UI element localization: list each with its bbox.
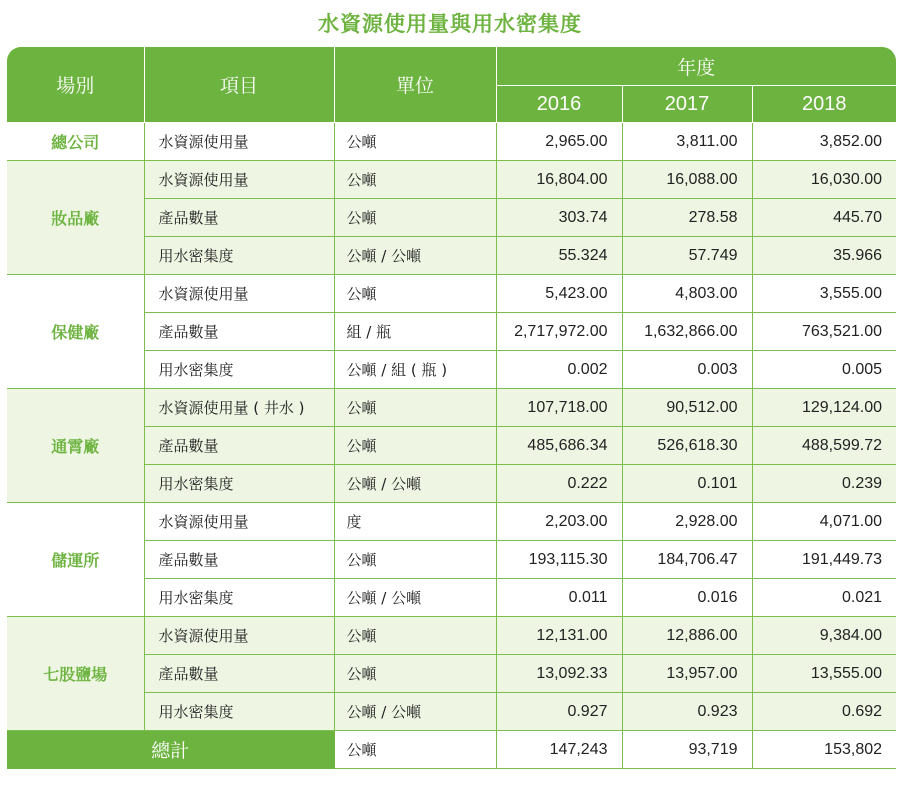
site-name: 妝品廠 — [7, 161, 144, 275]
value-2016: 12,131.00 — [496, 617, 622, 655]
unit-value: 公噸 — [334, 199, 496, 237]
item-name: 用水密集度 — [144, 579, 334, 617]
value-2017: 1,632,866.00 — [622, 313, 752, 351]
value-2018: 0.239 — [752, 465, 896, 503]
value-2016: 193,115.30 — [496, 541, 622, 579]
water-usage-table-container — [7, 46, 896, 769]
value-2016: 2,203.00 — [496, 503, 622, 541]
water-usage-table — [7, 46, 896, 769]
header-year-2016: 2016 — [496, 86, 622, 123]
item-name: 用水密集度 — [144, 465, 334, 503]
table-row — [7, 503, 896, 541]
value-2017: 16,088.00 — [622, 161, 752, 199]
unit-value: 公噸 — [334, 655, 496, 693]
table-row — [7, 275, 896, 313]
unit-value: 公噸 / 公噸 — [334, 579, 496, 617]
value-2018: 445.70 — [752, 199, 896, 237]
value-2017: 0.016 — [622, 579, 752, 617]
value-2017: 278.58 — [622, 199, 752, 237]
site-name: 保健廠 — [7, 275, 144, 389]
total-value-2018: 153,802 — [752, 731, 896, 769]
value-2016: 0.222 — [496, 465, 622, 503]
value-2017: 13,957.00 — [622, 655, 752, 693]
value-2016: 107,718.00 — [496, 389, 622, 427]
unit-value: 公噸 / 公噸 — [334, 465, 496, 503]
header-item: 項目 — [144, 47, 334, 123]
item-name: 水資源使用量 — [144, 617, 334, 655]
value-2016: 5,423.00 — [496, 275, 622, 313]
header-year-2017: 2017 — [622, 86, 752, 123]
table-row — [7, 123, 896, 161]
value-2018: 0.021 — [752, 579, 896, 617]
site-name: 七股鹽場 — [7, 617, 144, 731]
item-name: 產品數量 — [144, 199, 334, 237]
item-name: 產品數量 — [144, 427, 334, 465]
unit-value: 公噸 — [334, 389, 496, 427]
page-title: 水資源使用量與用水密集度 — [318, 12, 582, 36]
value-2017: 2,928.00 — [622, 503, 752, 541]
total-row — [7, 731, 896, 769]
value-2018: 16,030.00 — [752, 161, 896, 199]
unit-value: 組 / 瓶 — [334, 313, 496, 351]
unit-value: 公噸 — [334, 617, 496, 655]
item-name: 用水密集度 — [144, 693, 334, 731]
header-site: 場別 — [7, 47, 144, 123]
item-name: 水資源使用量 — [144, 275, 334, 313]
value-2016: 485,686.34 — [496, 427, 622, 465]
value-2016: 0.002 — [496, 351, 622, 389]
header-year-2018: 2018 — [752, 86, 896, 123]
table-row — [7, 161, 896, 199]
value-2016: 0.011 — [496, 579, 622, 617]
table-row — [7, 617, 896, 655]
value-2017: 3,811.00 — [622, 123, 752, 161]
unit-value: 公噸 / 公噸 — [334, 237, 496, 275]
site-name: 總公司 — [7, 123, 144, 161]
value-2018: 0.692 — [752, 693, 896, 731]
unit-value: 公噸 — [334, 541, 496, 579]
value-2018: 0.005 — [752, 351, 896, 389]
value-2016: 55.324 — [496, 237, 622, 275]
item-name: 用水密集度 — [144, 351, 334, 389]
value-2016: 13,092.33 — [496, 655, 622, 693]
table-row — [7, 389, 896, 427]
item-name: 水資源使用量 — [144, 161, 334, 199]
item-name: 產品數量 — [144, 655, 334, 693]
unit-value: 度 — [334, 503, 496, 541]
item-name: 用水密集度 — [144, 237, 334, 275]
item-name: 水資源使用量 ( 井水 ) — [144, 389, 334, 427]
value-2016: 0.927 — [496, 693, 622, 731]
unit-value: 公噸 / 公噸 — [334, 693, 496, 731]
item-name: 水資源使用量 — [144, 503, 334, 541]
value-2016: 303.74 — [496, 199, 622, 237]
value-2018: 4,071.00 — [752, 503, 896, 541]
unit-value: 公噸 — [334, 427, 496, 465]
value-2016: 16,804.00 — [496, 161, 622, 199]
value-2017: 0.003 — [622, 351, 752, 389]
value-2018: 3,852.00 — [752, 123, 896, 161]
total-value-2017: 93,719 — [622, 731, 752, 769]
value-2017: 526,618.30 — [622, 427, 752, 465]
value-2018: 13,555.00 — [752, 655, 896, 693]
value-2017: 57.749 — [622, 237, 752, 275]
unit-value: 公噸 / 組 ( 瓶 ) — [334, 351, 496, 389]
value-2018: 488,599.72 — [752, 427, 896, 465]
total-unit: 公噸 — [334, 731, 496, 769]
value-2018: 191,449.73 — [752, 541, 896, 579]
value-2018: 129,124.00 — [752, 389, 896, 427]
value-2017: 0.923 — [622, 693, 752, 731]
value-2017: 0.101 — [622, 465, 752, 503]
unit-value: 公噸 — [334, 123, 496, 161]
value-2017: 90,512.00 — [622, 389, 752, 427]
value-2018: 3,555.00 — [752, 275, 896, 313]
value-2018: 35.966 — [752, 237, 896, 275]
unit-value: 公噸 — [334, 275, 496, 313]
unit-value: 公噸 — [334, 161, 496, 199]
value-2018: 9,384.00 — [752, 617, 896, 655]
value-2017: 12,886.00 — [622, 617, 752, 655]
item-name: 產品數量 — [144, 541, 334, 579]
value-2016: 2,965.00 — [496, 123, 622, 161]
item-name: 水資源使用量 — [144, 123, 334, 161]
value-2017: 184,706.47 — [622, 541, 752, 579]
total-value-2016: 147,243 — [496, 731, 622, 769]
site-name: 儲運所 — [7, 503, 144, 617]
value-2018: 763,521.00 — [752, 313, 896, 351]
table-header — [7, 47, 896, 123]
site-name: 通霄廠 — [7, 389, 144, 503]
header-year: 年度 — [496, 47, 896, 86]
value-2016: 2,717,972.00 — [496, 313, 622, 351]
header-unit: 單位 — [334, 47, 496, 123]
value-2017: 4,803.00 — [622, 275, 752, 313]
table-body — [7, 123, 896, 769]
total-label: 總計 — [7, 731, 334, 769]
item-name: 產品數量 — [144, 313, 334, 351]
